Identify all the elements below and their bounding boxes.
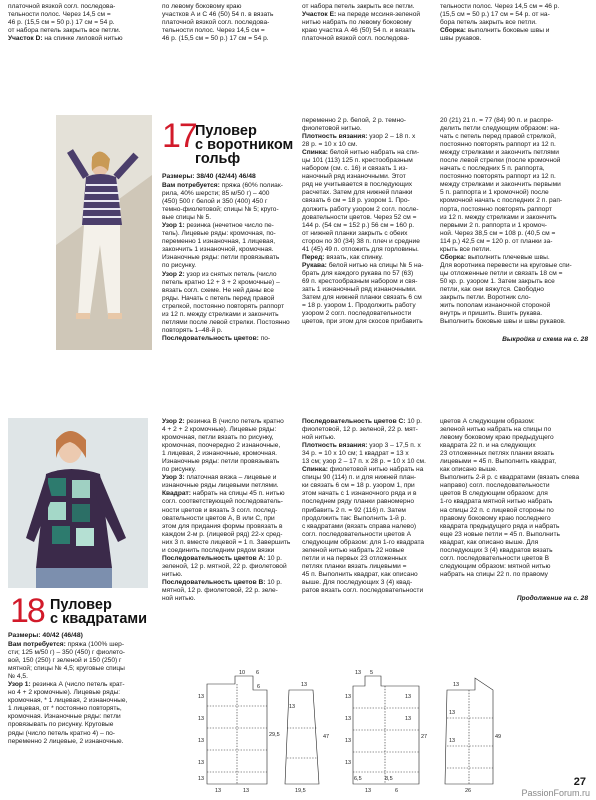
text-line: Изнаночные ряды: петли провязывать — [162, 458, 280, 466]
text-line: овательности цветов А, В или С, при — [162, 514, 275, 522]
text-18-col-3 — [302, 418, 434, 595]
text-line: цветов, при этом для скосов прибавить — [302, 318, 423, 326]
text-line: Вам потребуется: пряжа (60% полиак- — [162, 182, 283, 189]
text-line: тельности полос. Через 14,5 см = 46 р. — [440, 3, 560, 10]
text-line: согл. последовательности цветов В — [440, 554, 549, 562]
text-line: расчетах. Затем для нижней планки — [302, 189, 413, 197]
text-line: (15,5 см = 50 р.) 17 см = 54 р. от на- — [440, 11, 550, 19]
text-line: этом для придания формы провязать в — [162, 522, 283, 530]
diagram-dimension-label: 13 — [215, 788, 222, 794]
text-line: кромочная. Изнаночные ряды: петли — [8, 713, 121, 721]
text-line: кромочная, * 1 лицевая, 2 изнаночные, — [8, 697, 128, 705]
text-line: Узор 1: резинка А (число петель крат- — [8, 681, 125, 689]
text-line: связать 6 см = 18 р. узором 1. Про- — [302, 197, 410, 205]
text-line: тельности полос. Через 14,5 см = — [8, 11, 111, 19]
text-line: переменно 1 изнаночная, 1 лицевая, — [162, 238, 276, 246]
diagram-dimension-label: 26 — [465, 788, 472, 794]
text-line: вые спицы № 5. — [162, 214, 212, 222]
text-line: ки связать 6 см = 18 р. узором 1, при — [302, 482, 415, 490]
text-line: ряд не учитывается в последующих — [302, 181, 413, 189]
text-line: квадрат, как описано выше. Для — [440, 538, 539, 546]
text-line: (450) 500 г белой и 350 (400) 450 г — [162, 198, 268, 206]
text-line: зеленой, 12 р. мятной, 22 р. фиолетовой — [162, 562, 287, 570]
text-line: фиолетовой нитью. — [302, 125, 362, 133]
text-line: 69 п. крестообразным набором и свя- — [302, 277, 418, 285]
text-line: согл. последовательности цветов А — [302, 530, 411, 538]
text-line: жить пополам изнаночной стороной — [440, 302, 551, 310]
diagram-dimension-label: 13 — [355, 670, 362, 676]
text-line: 41 (45) 49 п. отложить для горловины. — [302, 245, 419, 253]
diagram-dimension-label: 13 — [453, 682, 460, 688]
text-18-col-2 — [162, 418, 294, 603]
diagram-dimension-label: 13 — [345, 694, 352, 700]
text-line: сти; 125 м/50 г) – 350 (450) г фиолето- — [8, 649, 125, 657]
text-line: 1-го квадрата мятной нитью набрать — [440, 498, 553, 506]
text-line: следующим образом: мятной нитью — [440, 562, 551, 570]
text-line: продолжить так: Выполнить 1-й р. — [302, 514, 407, 522]
text-line: 28 р. = 10 х 10 см. — [302, 141, 358, 149]
text-line: кромочной начать с последних 2 п. рап- — [440, 197, 563, 205]
text-line: нитью набрать по левому боковому — [302, 19, 412, 27]
diagram-dimension-label: 13 — [198, 716, 205, 722]
text-line: ратов вязать согл. последовательности — [302, 586, 424, 594]
text-line: 4 + 2 + 2 кромочные). Лицевые ряды: — [162, 426, 277, 434]
text-line: между стрелками и закончить первыми — [440, 181, 561, 189]
text-line: Участок Е: на переде мссиня-зеленой — [302, 11, 421, 19]
text-line: направо) согл. последовательности — [440, 482, 550, 490]
text-line: тель). Лицевые ряды: кромочная, по- — [162, 230, 276, 238]
text-line: наночный ряд изнаночными. Этот — [302, 173, 406, 181]
diagram-dimension-label: 8,5 — [385, 776, 393, 782]
diagram-dimension-label: 13 — [289, 704, 296, 710]
text-line: Плотность вязания: узор 3 – 17,5 п. х — [302, 442, 421, 450]
text-line: Сборка: выполнить боковые швы и — [440, 27, 550, 35]
text-line: 46 р. (15,5 см = 50 р.) 17 см = 54 р. — [162, 35, 269, 43]
text-line: петлях планки вязать лицевыми = — [302, 562, 407, 570]
top-col-2 — [162, 3, 302, 43]
text-line: Спинка: фиолетовой нитью набрать на — [302, 466, 424, 474]
diagram-dimension-label: 6 — [257, 684, 261, 690]
text-18-col-1 — [8, 641, 154, 746]
text-line: платочной вязкой согл. последова- — [162, 19, 270, 27]
text-line: зать 1 изнаночный ряд изнаночными. — [302, 285, 417, 293]
diagram-dimension-label: 13 — [301, 682, 308, 688]
diagram-dimension-label: 49 — [495, 734, 502, 740]
diagram-dimension-label: 13 — [198, 738, 205, 744]
text-line: фиолетовой, 12 р. зеленой, 22 р. мят- — [302, 426, 418, 434]
schematic-back — [207, 676, 267, 784]
text-line: с квадратами (вязать справа налево) — [302, 522, 417, 530]
text-line: левому боковому краю предыдущего — [440, 434, 554, 442]
pattern-number-17: 17 — [162, 117, 196, 155]
text-line: = 18 р. узором 1. Продолжить работу — [302, 302, 416, 310]
footer-18 — [440, 595, 588, 603]
text-line: краю участка А 46 (50) 54 п. и вязать — [302, 27, 416, 35]
text-line: швы рукавов. — [440, 35, 482, 43]
text-line: 23 отложенных петлях планки вязать — [440, 450, 554, 458]
text-line: закончить 1 изнаночной, кромочная. — [162, 246, 274, 254]
text-line: № 4,5. — [8, 673, 28, 681]
text-line: них 3 п. вместе лицевой = 1 п. Завершить — [162, 538, 291, 546]
text-line: из 12 п. между стрелками и закончить — [440, 213, 557, 221]
text-line: мятной; спицы № 4,5; круговые спицы — [8, 665, 125, 673]
text-line: Затем для нижней планки связать 6 см — [302, 294, 422, 302]
text-line: постоянно повторять раппорт из 12 п. — [440, 173, 556, 181]
text-line: из 12 п. между стрелками и закончить — [162, 310, 279, 318]
text-line: довательности цветов. Через 52 см = — [302, 213, 417, 221]
text-line: темно-фиолетовой; спицы № 5; круго- — [162, 206, 279, 214]
text-line: последнем ряду планки равномерно — [302, 498, 415, 506]
page-number: 27 — [573, 776, 586, 788]
text-line: петли, как они вяжутся. Свободно — [440, 285, 544, 293]
top-col-4 — [440, 3, 588, 43]
text-line: порта, постоянно повторять раппорт — [440, 205, 552, 213]
text-line: цветов А следующим образом: — [440, 418, 535, 425]
text-line: 1 лицевая, 2 изнаночные, кромочная. — [162, 450, 277, 458]
text-line: набором (см. с. 16) и связать 1 из- — [302, 165, 408, 173]
text-line: первыми 2 п. раппорта и 1 кромоч- — [440, 221, 547, 229]
text-line: по рисунку. — [162, 466, 197, 474]
text-line: зеленой нитью набрать на спицы по — [440, 426, 552, 434]
text-line: Выполнить боковые швы и швы рукавов. — [440, 318, 566, 326]
top-col-3 — [302, 3, 437, 43]
text-line: набрать на спицы 22 п. по правому — [440, 570, 548, 578]
sizes-17: Размеры: 38/40 (42/44) 46/48 — [162, 173, 256, 180]
pattern-title-17: Пуловер с воротником гольф — [195, 123, 294, 167]
text-line: петель кратно 12 + 3 + 2 кромочные) – — [162, 278, 280, 286]
text-line: Узор 2: резинка В (число петель кратно — [162, 418, 284, 425]
text-line: тельности полос. Через 14,5 см = — [162, 27, 265, 35]
text-line: Плотность вязания: узор 2 – 18 п. х — [302, 133, 416, 141]
text-line: квадрата предыдущего ряда и набрать — [440, 522, 560, 530]
text-line: Выполнить 2-й р. с квадратами (вязать слева — [440, 474, 580, 482]
diagram-dimension-label: 13 — [198, 776, 205, 782]
model-18-photo — [8, 418, 148, 588]
diagram-dimension-label: 6 — [395, 788, 399, 794]
text-line: платочной вязкой согл. последова- — [8, 3, 116, 10]
pattern-title-18: Пуловер с квадратами — [50, 597, 148, 627]
text-line: лицевыми = 45 п. Выполнить квадрат, — [440, 458, 557, 466]
text-line: по рисунку. — [162, 262, 197, 270]
diagram-dimension-label: 13 — [449, 738, 456, 744]
text-line: ной нитью. — [162, 595, 196, 603]
text-line: делить петли следующим образом: на- — [440, 125, 560, 133]
text-line: Для воротника перевести на круговые спи- — [440, 261, 572, 269]
text-line: мятной, 12 р. фиолетовой, 22 р. зеле- — [162, 586, 278, 594]
text-17-col-1 — [162, 182, 292, 343]
diagram-dimension-label: 47 — [323, 734, 330, 740]
text-line: цы отложенные петли и связать 18 см = — [440, 269, 563, 277]
text-17-col-3 — [440, 117, 588, 326]
diagram-dimension-label: 19,5 — [295, 788, 306, 794]
text-line: петли и на первых 23 отложенных — [302, 554, 407, 562]
text-line: после левой стрелки (после кромочной — [440, 157, 561, 165]
top-col-1 — [8, 3, 148, 43]
text-line: согл. соответствующей последователь- — [162, 498, 283, 506]
text-line: участков А и С 46 (50) 54 п. в вязать — [162, 11, 274, 19]
diagram-dimension-label: 13 — [345, 738, 352, 744]
text-line: должить работу узором 2 согл. после- — [302, 205, 419, 213]
text-line: ряды (число петель кратно 4) – по- — [8, 729, 116, 737]
schematic-sleeve-2 — [445, 678, 493, 784]
text-line: спицы 90 (114) п. и для нижней план- — [302, 474, 417, 482]
text-line: чать с петель перед правой стрелкой, — [440, 133, 556, 141]
diagram-dimension-label: 5 — [370, 670, 374, 676]
text-line: провязывать по рисунку. Круговые — [8, 721, 114, 729]
text-line: брать для каждого рукава по 57 (63) — [302, 269, 414, 277]
text-line: на спицы 22 п. с лицевой стороны по — [440, 506, 554, 514]
text-line: переменно 2 р. белой, 2 р. темно- — [302, 117, 406, 124]
diagram-dimension-label: 13 — [345, 760, 352, 766]
text-18-col-4 — [440, 418, 588, 579]
text-line: следующим образом: для 1-го квадрата — [302, 538, 425, 546]
text-line: Изнаночные ряды: петли провязывать — [162, 254, 280, 262]
text-line: 34 р. = 10 х 10 см; 1 квадрат = 13 х — [302, 450, 409, 458]
text-line: Последовательность цветов С: 10 р. — [302, 418, 422, 425]
text-line: 1 лицевая, от * постоянно повторять, — [8, 705, 122, 713]
text-line: Спинка: белой нитью набрать на спи- — [302, 149, 420, 157]
schematic-diagrams — [195, 668, 590, 796]
text-line: Участок D: на спинке лиловой нитью — [8, 35, 123, 43]
text-line: последующих 3 (4) квадратов вязать — [440, 546, 553, 554]
footer-17 — [440, 336, 588, 344]
text-line: 50 кр. р. узором 1. Затем закрыть все — [440, 277, 555, 285]
text-line: выше. Для последующих 3 (4) квад- — [302, 578, 413, 586]
diagram-dimension-label: 13 — [345, 716, 352, 722]
text-line: правому боковому краю последнего — [440, 514, 551, 522]
text-line: кромочная, поочередно 2 изнаночные, — [162, 442, 281, 450]
text-line: кромочная, петли вязать по рисунку, — [162, 434, 274, 442]
text-line: Последовательность цветов В: 10 р. — [162, 578, 282, 586]
text-line: стрелкой, постоянно повторять раппорт — [162, 302, 285, 310]
text-line: Сборка: выполнить плечевые швы. — [440, 253, 550, 261]
text-line: цы 101 (113) 125 п. крестообразным — [302, 157, 413, 165]
diagram-dimension-label: 13 — [405, 694, 412, 700]
text-line: петлями после левой стрелки. Постоянно — [162, 318, 290, 326]
text-line: Вам потребуется: пряжа (100% шер- — [8, 641, 125, 648]
diagram-dimension-label: 29,5 — [269, 732, 280, 738]
text-line: переменно 2 лицевые, 2 изнаночные. — [8, 737, 124, 745]
text-line: начать с последних 5 п. раппорта, — [440, 165, 545, 173]
text-line: от набора петель закрыть все петли. — [302, 3, 415, 10]
text-line: и соединить последним рядом вязки — [162, 546, 275, 554]
sizes-18: Размеры: 40/42 (46/48) — [8, 632, 83, 639]
text-line: ности цветов и вязать 3 согл. послед- — [162, 506, 278, 514]
schematic-front — [353, 676, 419, 784]
diagram-dimension-label: 13 — [198, 694, 205, 700]
text-line: ной. Через 38,5 см = 108 р. (40,5 см = — [440, 229, 556, 237]
text-line: нитью. — [162, 570, 183, 578]
diagram-dimension-label: 13 — [449, 710, 456, 716]
text-line: изнаночные ряды лицевыми петлями. — [162, 482, 279, 490]
text-line: крыть все петли. — [440, 245, 492, 253]
diagram-dimension-label: 13 — [365, 788, 372, 794]
text-line: закрыть петли. Воротник сло- — [440, 294, 531, 302]
text-line: ной нитью. — [302, 434, 336, 442]
text-line: Узор 2: узор из снятых петель (число — [162, 270, 277, 278]
text-line: этом начать с 1 изнаночного ряда и в — [302, 490, 417, 498]
text-line: Последовательность цветов: по- — [162, 334, 271, 342]
text-line: рила, 40% шерсти; 85 м/50 г) – 400 — [162, 190, 270, 198]
text-line: Рукава: белой нитью на спицы № 5 на- — [302, 261, 424, 269]
text-line: Квадрат: набрать на спицы 45 п. нитью — [162, 490, 285, 498]
text-line: прибавить 2 п. = 92 (116) п. Затем — [302, 506, 406, 514]
text-line: 46 р. (15,5 см = 50 р.) 17 см = 54 р. — [8, 19, 115, 27]
text-line: 45 п. Выполнить квадрат, как описано — [302, 570, 418, 578]
text-line: от набора петель закрыть все петли. — [8, 27, 121, 35]
text-line: вязать согл. схеме. Не ней даны все — [162, 286, 274, 294]
diagram-dimension-label: 27 — [421, 734, 428, 740]
text-line: ряды. Начать с петель перед правой — [162, 294, 275, 302]
text-line: 114 р.) 42,5 см = 120 р. от планки за- — [440, 237, 553, 245]
text-line: 20 (21) 21 п. = 77 (84) 90 п. и распре- — [440, 117, 554, 124]
text-line: цветов В следующим образом: для — [440, 490, 548, 498]
text-line: еще 23 новые петли = 45 п. Выполнить — [440, 530, 560, 538]
text-line: Узор 3: платочная вязка – лицевые и — [162, 474, 277, 482]
continued-note-18: Продолжение на с. 28 — [516, 595, 588, 602]
text-17-col-2 — [302, 117, 434, 326]
text-line: 13 см; узор 2 – 17 п. х 28 р. = 10 х 10 см. — [302, 458, 426, 466]
text-line: сторон по 30 (34) 38 п. плеч и средние — [302, 237, 420, 245]
watermark-site: PassionForum.ru — [521, 788, 590, 798]
pattern-number-18: 18 — [10, 592, 44, 630]
text-line: постоянно повторять раппорт из 12 п. — [440, 141, 556, 149]
text-line: внутрь и пришить. Вшить рукава. — [440, 310, 543, 318]
text-line: бора петель закрыть все петли. — [440, 19, 537, 27]
diagram-dimension-label: 13 — [198, 760, 205, 766]
text-line: Последовательность цветов А: 10 р. — [162, 554, 282, 562]
text-line: от нижней планки закрыть с обеих — [302, 229, 408, 237]
text-line: Узор 1: резинка (нечетное число пе- — [162, 222, 274, 230]
text-line: 144 р. (54 см = 152 р.) 56 см = 160 р. — [302, 221, 415, 229]
text-line: квадрата 22 п. и на следующих — [440, 442, 536, 450]
diagram-dimension-label: 6 — [256, 670, 260, 676]
diagram-dimension-label: 10 — [239, 670, 246, 676]
text-line: платочной вязкой согл. последова- — [302, 35, 410, 43]
text-line: но 4 + 2 кромочные). Лицевые ряды: — [8, 689, 121, 697]
text-line: зеленой нитью набрать 22 новые — [302, 546, 405, 554]
text-line: как описано выше. — [440, 466, 498, 474]
text-line: 5 п. раппорта и 1 кромочной) после — [440, 189, 549, 197]
text-line: вой, 150 (250) г зеленой и 150 (250) г — [8, 657, 122, 665]
diagram-dimension-label: 6,5 — [354, 776, 362, 782]
diagram-dimension-label: 13 — [243, 788, 250, 794]
diagram-dimension-label: 13 — [405, 716, 412, 722]
diagram-reference-17: Выкройка и схема на с. 28 — [502, 336, 588, 343]
text-line: повторять 1–48-й р. — [162, 326, 223, 334]
text-line: каждом 2-м р. (лицевой ряд) 22-х сред- — [162, 530, 283, 538]
text-line: Перед: вязать, как спинку. — [302, 253, 384, 261]
model-17-photo — [56, 115, 152, 350]
text-line: по левому боковому краю — [162, 3, 242, 10]
text-line: узором 2 согл. последовательности — [302, 310, 412, 318]
text-line: между стрелками и закончить петлями — [440, 149, 559, 157]
